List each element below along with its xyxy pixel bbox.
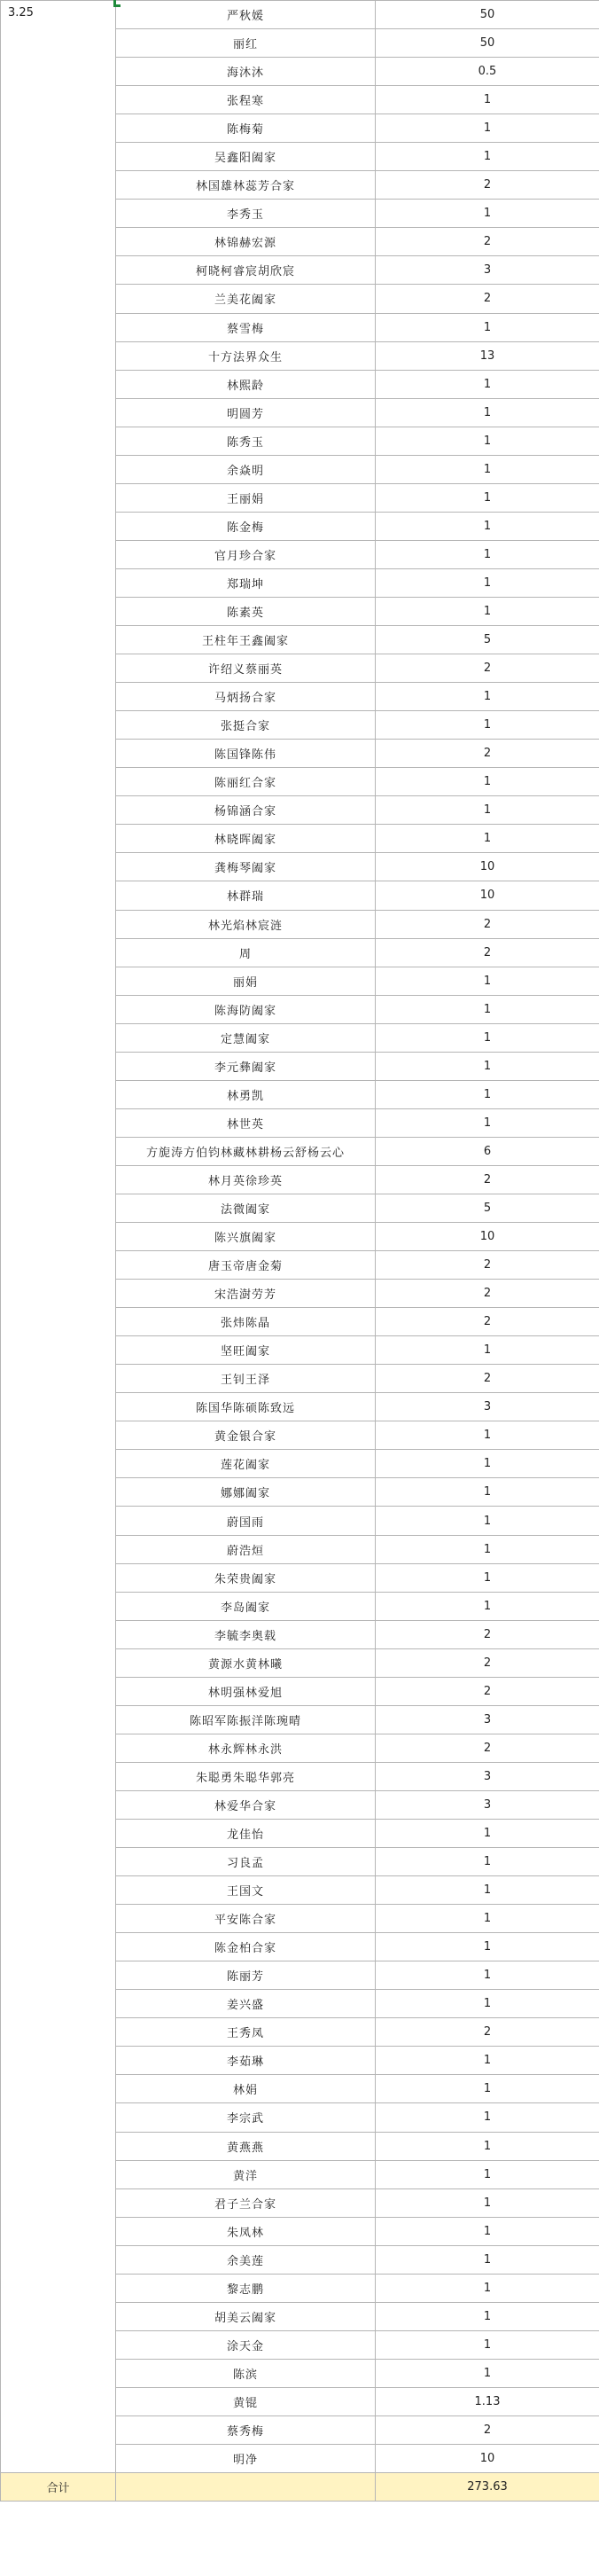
donor-name-cell[interactable]: 李宗武 bbox=[116, 2103, 376, 2132]
donor-name-cell[interactable]: 娜娜阖家 bbox=[116, 1478, 376, 1507]
donor-name-cell[interactable]: 杨锦涵合家 bbox=[116, 796, 376, 825]
amount-cell[interactable]: 1 bbox=[376, 2160, 599, 2188]
amount-cell[interactable]: 1 bbox=[376, 2245, 599, 2274]
donor-name-cell[interactable]: 许绍义蔡丽英 bbox=[116, 654, 376, 683]
amount-cell[interactable]: 2 bbox=[376, 285, 599, 313]
amount-cell[interactable]: 1 bbox=[376, 1478, 599, 1507]
donor-name-cell[interactable]: 黄洋 bbox=[116, 2160, 376, 2188]
amount-cell[interactable]: 10 bbox=[376, 881, 599, 910]
amount-cell[interactable]: 2 bbox=[376, 1251, 599, 1280]
amount-cell[interactable]: 1 bbox=[376, 2047, 599, 2075]
donor-name-cell[interactable]: 张炜陈晶 bbox=[116, 1308, 376, 1336]
amount-cell[interactable]: 1 bbox=[376, 1563, 599, 1592]
amount-cell[interactable]: 2 bbox=[376, 654, 599, 683]
donor-name-cell[interactable]: 陈滨 bbox=[116, 2359, 376, 2387]
donor-name-cell[interactable]: 陈梅菊 bbox=[116, 114, 376, 143]
donor-name-cell[interactable]: 兰美花阖家 bbox=[116, 285, 376, 313]
amount-cell[interactable]: 0.5 bbox=[376, 58, 599, 86]
donor-name-cell[interactable]: 林熙龄 bbox=[116, 370, 376, 398]
donor-name-cell[interactable]: 方旎涛方伯钧林藏林耕杨云舒杨云心 bbox=[116, 1137, 376, 1165]
total-label-cell[interactable]: 合计 bbox=[1, 2473, 116, 2502]
amount-cell[interactable]: 2 bbox=[376, 1308, 599, 1336]
amount-cell[interactable]: 2 bbox=[376, 740, 599, 768]
donor-name-cell[interactable]: 李秀玉 bbox=[116, 200, 376, 228]
amount-cell[interactable]: 1 bbox=[376, 2132, 599, 2160]
donor-name-cell[interactable]: 君子兰合家 bbox=[116, 2188, 376, 2217]
amount-cell[interactable]: 2 bbox=[376, 228, 599, 256]
donor-name-cell[interactable]: 黄燕燕 bbox=[116, 2132, 376, 2160]
amount-cell[interactable]: 1 bbox=[376, 683, 599, 711]
donor-name-cell[interactable]: 陈海防阖家 bbox=[116, 995, 376, 1023]
donor-name-cell[interactable]: 林明强林爱旭 bbox=[116, 1677, 376, 1705]
total-row bbox=[1, 2473, 599, 2502]
amount-cell[interactable]: 1 bbox=[376, 512, 599, 540]
amount-cell[interactable]: 1 bbox=[376, 455, 599, 483]
donor-name-cell[interactable]: 王丽娟 bbox=[116, 483, 376, 512]
donor-name-cell[interactable]: 吴鑫阳阖家 bbox=[116, 143, 376, 171]
amount-cell[interactable]: 1 bbox=[376, 1592, 599, 1620]
amount-cell[interactable]: 13 bbox=[376, 341, 599, 370]
donor-name-cell[interactable]: 丽娟 bbox=[116, 967, 376, 995]
donor-name-cell[interactable]: 明圆芳 bbox=[116, 398, 376, 427]
donor-name-cell[interactable]: 张程寒 bbox=[116, 86, 376, 114]
donor-name-cell[interactable]: 蔡秀梅 bbox=[116, 2415, 376, 2444]
donor-name-cell[interactable]: 林光焰林宸涟 bbox=[116, 910, 376, 938]
amount-cell[interactable]: 2 bbox=[376, 910, 599, 938]
amount-cell[interactable]: 1 bbox=[376, 768, 599, 796]
amount-cell[interactable]: 5 bbox=[376, 626, 599, 654]
amount-cell[interactable]: 1 bbox=[376, 1848, 599, 1876]
total-amount-cell[interactable]: 273.63 bbox=[376, 2473, 599, 2502]
amount-cell[interactable]: 1 bbox=[376, 2274, 599, 2302]
amount-cell[interactable]: 1 bbox=[376, 1507, 599, 1535]
donor-name-cell[interactable]: 陈金梅 bbox=[116, 512, 376, 540]
amount-cell[interactable]: 2 bbox=[376, 1165, 599, 1194]
donor-name-cell[interactable]: 余焱明 bbox=[116, 455, 376, 483]
amount-cell[interactable]: 1 bbox=[376, 1450, 599, 1478]
amount-cell[interactable]: 1 bbox=[376, 796, 599, 825]
donor-name-cell[interactable]: 黄源水黄林曦 bbox=[116, 1648, 376, 1677]
amount-cell[interactable]: 1 bbox=[376, 2075, 599, 2103]
amount-cell[interactable]: 2 bbox=[376, 1677, 599, 1705]
donor-name-cell[interactable]: 法微阖家 bbox=[116, 1194, 376, 1222]
amount-cell[interactable]: 1.13 bbox=[376, 2387, 599, 2415]
amount-cell[interactable]: 2 bbox=[376, 1280, 599, 1308]
active-cell-indicator bbox=[113, 0, 121, 7]
amount-cell[interactable]: 3 bbox=[376, 1393, 599, 1421]
donor-name-cell[interactable]: 陈昭军陈振洋陈琬晴 bbox=[116, 1705, 376, 1734]
amount-cell[interactable]: 1 bbox=[376, 2302, 599, 2330]
donor-name-cell[interactable]: 平安陈合家 bbox=[116, 1905, 376, 1933]
donor-name-cell[interactable]: 黄金银合家 bbox=[116, 1421, 376, 1450]
donor-name-cell[interactable]: 余美莲 bbox=[116, 2245, 376, 2274]
amount-cell[interactable]: 1 bbox=[376, 711, 599, 740]
amount-cell[interactable]: 1 bbox=[376, 2188, 599, 2217]
donor-name-cell[interactable]: 李元彝阖家 bbox=[116, 1052, 376, 1080]
amount-cell[interactable]: 10 bbox=[376, 2445, 599, 2473]
donor-name-cell[interactable]: 郑瑞坤 bbox=[116, 568, 376, 597]
donor-name-cell[interactable]: 姜兴盛 bbox=[116, 1990, 376, 2018]
donor-name-cell[interactable]: 林永辉林永洪 bbox=[116, 1734, 376, 1762]
amount-cell[interactable]: 1 bbox=[376, 1023, 599, 1052]
donor-name-cell[interactable]: 陈国华陈硕陈致远 bbox=[116, 1393, 376, 1421]
donor-name-cell[interactable]: 陈兴旗阖家 bbox=[116, 1223, 376, 1251]
amount-cell[interactable]: 3 bbox=[376, 1790, 599, 1819]
amount-cell[interactable]: 1 bbox=[376, 1990, 599, 2018]
donor-name-cell[interactable]: 林锦赫宏源 bbox=[116, 228, 376, 256]
donor-name-cell[interactable]: 王柱年王鑫阖家 bbox=[116, 626, 376, 654]
donor-name-cell[interactable]: 蔚国雨 bbox=[116, 1507, 376, 1535]
amount-cell[interactable]: 6 bbox=[376, 1137, 599, 1165]
amount-cell[interactable]: 1 bbox=[376, 2330, 599, 2359]
donor-name-cell[interactable]: 张挺合家 bbox=[116, 711, 376, 740]
amount-cell[interactable]: 1 bbox=[376, 1876, 599, 1905]
donor-name-cell[interactable]: 林爱华合家 bbox=[116, 1790, 376, 1819]
donor-name-cell[interactable]: 莲花阖家 bbox=[116, 1450, 376, 1478]
donor-name-cell[interactable]: 林群瑞 bbox=[116, 881, 376, 910]
amount-cell[interactable]: 2 bbox=[376, 938, 599, 967]
amount-cell[interactable]: 3 bbox=[376, 256, 599, 285]
amount-cell[interactable]: 2 bbox=[376, 1365, 599, 1393]
donor-name-cell[interactable]: 周 bbox=[116, 938, 376, 967]
amount-cell[interactable]: 2 bbox=[376, 1620, 599, 1648]
amount-cell[interactable]: 1 bbox=[376, 1108, 599, 1137]
amount-cell[interactable]: 50 bbox=[376, 29, 599, 58]
donor-name-cell[interactable]: 陈秀玉 bbox=[116, 427, 376, 455]
amount-cell[interactable]: 10 bbox=[376, 853, 599, 881]
amount-cell[interactable]: 1 bbox=[376, 568, 599, 597]
amount-cell[interactable]: 2 bbox=[376, 2415, 599, 2444]
donor-name-cell[interactable]: 王钊王泽 bbox=[116, 1365, 376, 1393]
amount-cell[interactable]: 1 bbox=[376, 1961, 599, 1990]
donor-name-cell[interactable]: 丽红 bbox=[116, 29, 376, 58]
donor-name-cell[interactable]: 林娟 bbox=[116, 2075, 376, 2103]
amount-cell[interactable]: 1 bbox=[376, 540, 599, 568]
amount-cell[interactable]: 1 bbox=[376, 370, 599, 398]
amount-cell[interactable]: 1 bbox=[376, 483, 599, 512]
donor-name-cell[interactable]: 坚旺阖家 bbox=[116, 1336, 376, 1365]
amount-cell[interactable]: 2 bbox=[376, 1734, 599, 1762]
donor-name-cell[interactable]: 朱聪勇朱聪华郭亮 bbox=[116, 1762, 376, 1790]
donor-name-cell[interactable]: 李茹琳 bbox=[116, 2047, 376, 2075]
donor-name-cell[interactable]: 涂天金 bbox=[116, 2330, 376, 2359]
amount-cell[interactable]: 2 bbox=[376, 2018, 599, 2047]
donor-name-cell[interactable]: 胡美云阖家 bbox=[116, 2302, 376, 2330]
donor-name-cell[interactable]: 龚梅琴阖家 bbox=[116, 853, 376, 881]
donor-name-cell[interactable]: 陈国锋陈伟 bbox=[116, 740, 376, 768]
amount-cell[interactable]: 1 bbox=[376, 825, 599, 853]
amount-cell[interactable]: 2 bbox=[376, 171, 599, 200]
donor-name-cell[interactable]: 王国文 bbox=[116, 1876, 376, 1905]
table-body bbox=[1, 1, 599, 2502]
amount-cell[interactable]: 2 bbox=[376, 1648, 599, 1677]
donor-name-cell[interactable]: 马炳扬合家 bbox=[116, 683, 376, 711]
amount-cell[interactable]: 1 bbox=[376, 2217, 599, 2245]
donor-name-cell[interactable]: 十方法界众生 bbox=[116, 341, 376, 370]
amount-cell[interactable]: 1 bbox=[376, 1421, 599, 1450]
amount-cell[interactable]: 1 bbox=[376, 114, 599, 143]
donor-name-cell[interactable]: 唐玉帝唐金菊 bbox=[116, 1251, 376, 1280]
donor-name-cell[interactable]: 朱凤林 bbox=[116, 2217, 376, 2245]
donor-name-cell[interactable]: 王秀凤 bbox=[116, 2018, 376, 2047]
amount-cell[interactable]: 1 bbox=[376, 995, 599, 1023]
amount-cell[interactable]: 1 bbox=[376, 1535, 599, 1563]
amount-cell[interactable]: 1 bbox=[376, 2359, 599, 2387]
donor-name-cell[interactable]: 林月英徐珍英 bbox=[116, 1165, 376, 1194]
donor-name-cell[interactable]: 陈丽芳 bbox=[116, 1961, 376, 1990]
amount-cell[interactable]: 1 bbox=[376, 1933, 599, 1961]
donor-name-cell[interactable]: 黎志鹏 bbox=[116, 2274, 376, 2302]
donor-name-cell[interactable]: 柯晓柯睿宸胡欣宸 bbox=[116, 256, 376, 285]
donor-name-cell[interactable]: 陈金柏合家 bbox=[116, 1933, 376, 1961]
amount-cell[interactable]: 1 bbox=[376, 1336, 599, 1365]
donor-name-cell[interactable]: 严秋媛 bbox=[116, 1, 376, 29]
donor-name-cell[interactable]: 林国雄林蕊芳合家 bbox=[116, 171, 376, 200]
donor-name-cell[interactable]: 林世英 bbox=[116, 1108, 376, 1137]
amount-cell[interactable]: 1 bbox=[376, 1905, 599, 1933]
amount-cell[interactable]: 1 bbox=[376, 398, 599, 427]
donor-name-cell[interactable]: 海沐沐 bbox=[116, 58, 376, 86]
donor-name-cell[interactable]: 陈丽红合家 bbox=[116, 768, 376, 796]
amount-cell[interactable]: 5 bbox=[376, 1194, 599, 1222]
amount-cell[interactable]: 1 bbox=[376, 200, 599, 228]
donor-name-cell[interactable]: 黄锟 bbox=[116, 2387, 376, 2415]
donor-name-cell[interactable]: 蔡雪梅 bbox=[116, 313, 376, 341]
amount-cell[interactable]: 1 bbox=[376, 597, 599, 625]
amount-cell[interactable]: 1 bbox=[376, 1052, 599, 1080]
amount-cell[interactable]: 1 bbox=[376, 2103, 599, 2132]
amount-cell[interactable]: 1 bbox=[376, 967, 599, 995]
donor-name-cell[interactable]: 蔚浩烜 bbox=[116, 1535, 376, 1563]
amount-cell[interactable]: 1 bbox=[376, 427, 599, 455]
donor-name-cell[interactable]: 朱荣贵阖家 bbox=[116, 1563, 376, 1592]
donor-name-cell[interactable]: 李毓李奥载 bbox=[116, 1620, 376, 1648]
donor-name-cell[interactable]: 林晓晖阖家 bbox=[116, 825, 376, 853]
donor-name-cell[interactable]: 定慧阖家 bbox=[116, 1023, 376, 1052]
date-cell[interactable]: 3.25 bbox=[1, 1, 116, 2473]
amount-cell[interactable]: 50 bbox=[376, 1, 599, 29]
amount-cell[interactable]: 10 bbox=[376, 1223, 599, 1251]
amount-cell[interactable]: 3 bbox=[376, 1705, 599, 1734]
table-row bbox=[1, 1, 599, 29]
donor-name-cell[interactable]: 宋浩澍劳芳 bbox=[116, 1280, 376, 1308]
donor-name-cell[interactable]: 陈素英 bbox=[116, 597, 376, 625]
amount-cell[interactable]: 3 bbox=[376, 1762, 599, 1790]
donor-name-cell[interactable]: 林勇凯 bbox=[116, 1080, 376, 1108]
amount-cell[interactable]: 1 bbox=[376, 313, 599, 341]
amount-cell[interactable]: 1 bbox=[376, 1080, 599, 1108]
donor-name-cell[interactable]: 习良孟 bbox=[116, 1848, 376, 1876]
donor-name-cell[interactable]: 龙佳怡 bbox=[116, 1820, 376, 1848]
amount-cell[interactable]: 1 bbox=[376, 1820, 599, 1848]
donor-name-cell[interactable]: 官月珍合家 bbox=[116, 540, 376, 568]
total-empty-cell[interactable] bbox=[116, 2473, 376, 2502]
amount-cell[interactable]: 1 bbox=[376, 143, 599, 171]
donor-name-cell[interactable]: 李岛阖家 bbox=[116, 1592, 376, 1620]
donor-name-cell[interactable]: 明净 bbox=[116, 2445, 376, 2473]
amount-cell[interactable]: 1 bbox=[376, 86, 599, 114]
